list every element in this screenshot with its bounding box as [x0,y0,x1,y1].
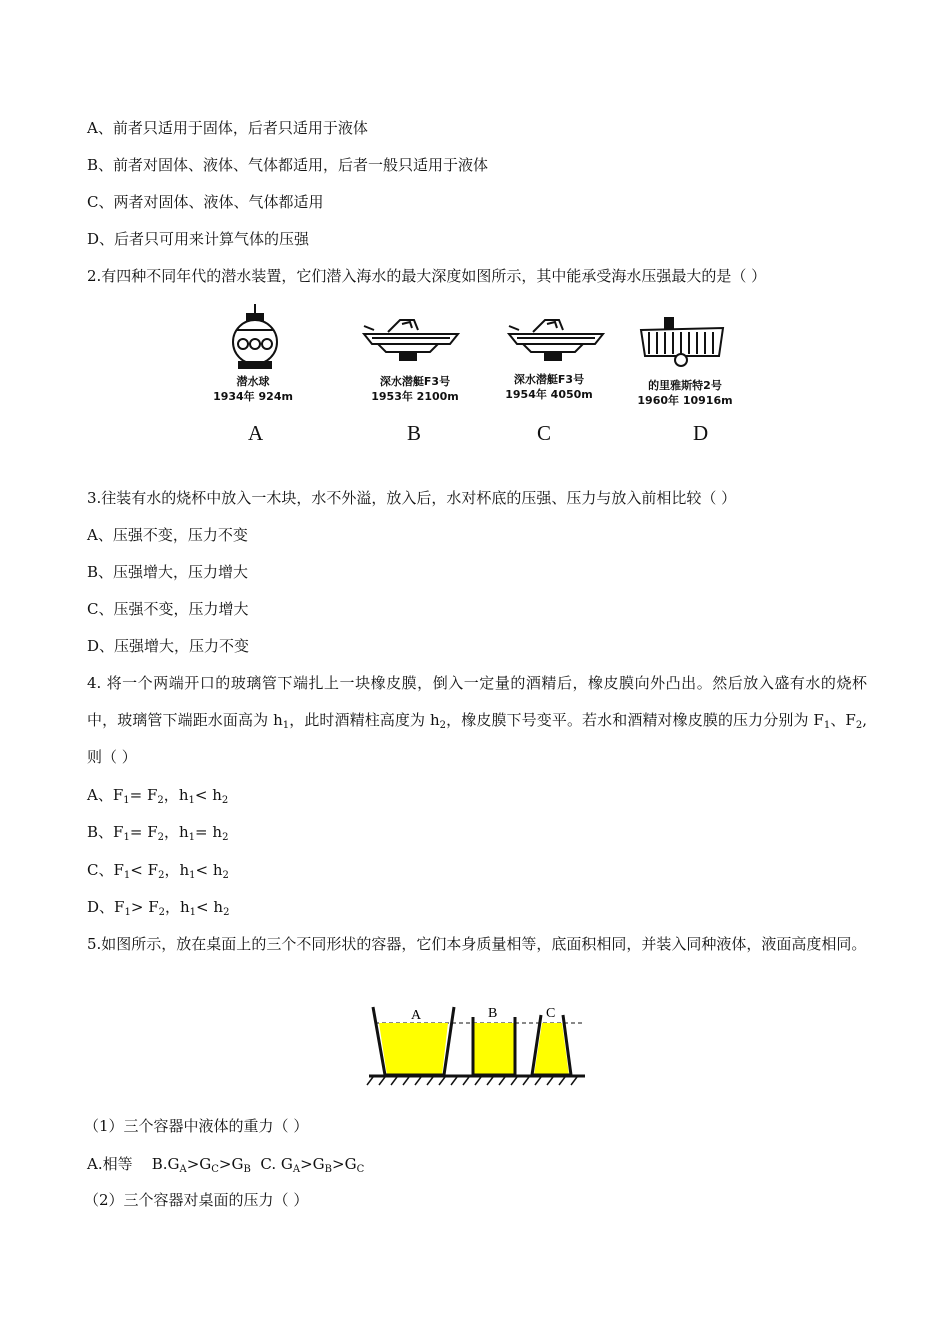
submarine-f3-1953-drawing [364,320,458,360]
figure-label-a: A [248,421,264,445]
q4-option-b: B、$F_1= F_2$，$h_1= h_2$ [87,823,229,843]
q3-option-c: C、压强不变，压力增大 [87,600,249,618]
q3-option-b: B、压强增大，压力增大 [87,563,249,581]
container-a-liquid [379,1023,448,1075]
container-b-liquid [474,1023,514,1075]
trieste-drawing [641,318,723,366]
figure-label-b: B [407,421,422,445]
q5-stem: 5.如图所示，放在桌面上的三个不同形状的容器，它们本身质量相等，底面积相同，并装入同种液体，液面高度相同。 [87,935,867,953]
figure-label-d: D [693,421,709,445]
figure-c-caption: 深水潜艇F3号 1954年 4050m [505,373,593,401]
q1-option-b: B、前者对固体、液体、气体都适用，后者一般只适用于液体 [87,156,489,174]
container-label-a: A [411,1008,422,1023]
container-label-c: C [546,1006,556,1021]
q3-stem: 3.往装有水的烧杯中放入一木块，水不外溢，放入后，水对杯底的压强、压力与放入前相比较（ ） [87,489,737,507]
q3-option-d: D、压强增大，压力不变 [87,637,250,655]
q1-option-d: D、后者只可用来计算气体的压强 [87,230,310,248]
q4-stem: 4. 将一个两端开口的玻璃管下端扎上一块橡皮膜，倒入一定量的酒精后，橡皮膜向外凸出。然后放入盛有水的烧杯中，玻璃管下端距水面高为 $h_1$，此时酒精柱高度为 $h_2$，橡皮膜下号变平。若水和酒精对橡皮膜的压力分别为 $F_1$、$F_2$,则（ ） [87,674,867,766]
q5-sub1-options: A.相等 $B.G_A>G_C>G_B$ C. $G_A>G_B>G_C$ [87,1155,365,1175]
q4-option-a: A、$F_1= F_2$，$h_1< h_2$ [87,786,229,806]
bathysphere-drawing [233,304,277,368]
container-label-b: B [488,1006,498,1021]
q5-sub2: （2）三个容器对桌面的压力（ ） [84,1191,309,1209]
figure-a-caption: 潜水球 1934年 924m [213,375,293,403]
q1-option-a: A、前者只适用于固体，后者只适用于液体 [87,119,368,137]
q4-option-d: D、$F_1> F_2$，$h_1< h_2$ [87,898,230,918]
containers-figure [365,1003,590,1087]
q1-option-c: C、两者对固体、液体、气体都适用 [87,193,324,211]
figure-label-c: C [537,421,552,445]
q4-option-c: C、$F_1< F_2$，$h_1< h_2$ [87,861,229,881]
figure-d-caption: 的里雅斯特2号 1960年 10916m [637,379,733,407]
q3-option-a: A、压强不变，压力不变 [87,526,248,544]
q2-stem: 2.有四种不同年代的潜水装置，它们潜入海水的最大深度如图所示，其中能承受海水压强最大的是（ ） [87,267,767,285]
submersibles-figure [225,300,745,380]
q5-sub1: （1）三个容器中液体的重力（ ） [84,1117,309,1135]
figure-b-caption: 深水潜艇F3号 1953年 2100m [371,375,459,403]
submarine-f3-1954-drawing [509,320,603,360]
